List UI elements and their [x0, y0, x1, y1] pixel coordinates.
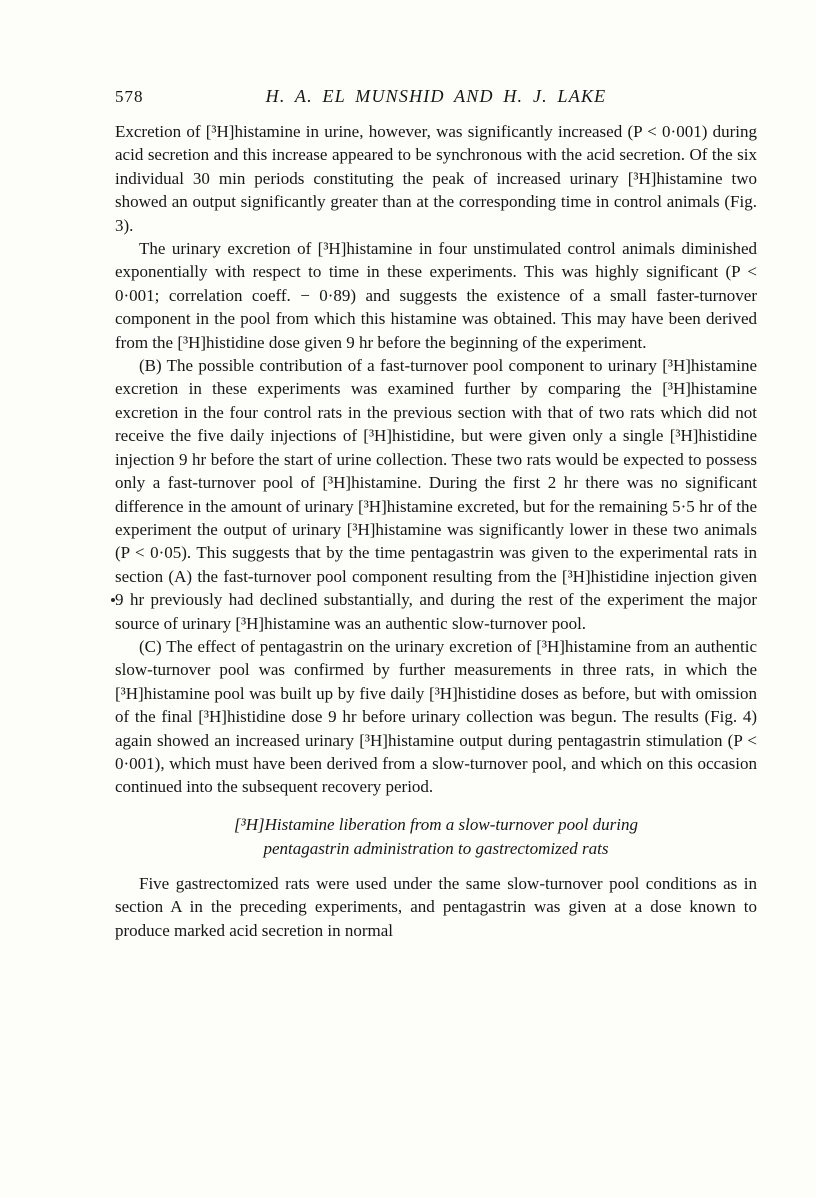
ink-speck — [111, 598, 115, 602]
paragraph-excretion: Excretion of [³H]histamine in urine, however, was significantly increased (P < 0·001) during acid secretion and this increase appeared to be synchronous with the acid secretion. Of the six individual 30 min periods constituting the peak of increased urinary [³H]histamine two showed an output significantly greater than at the corresponding time in control animals (Fig. 3). — [115, 122, 757, 235]
paragraph-urinary-excretion: The urinary excretion of [³H]histamine in four unstimulated control animals diminished exponentially with respect to time in these experiments. This was highly significant (P < 0·001; correlation coeff. − 0·89) and suggests the existence of a small faster-turnover component in the pool from which this histamine was obtained. This may have been derived from the [³H]histidine dose given 9 hr before the beginning of the experiment. — [115, 239, 757, 352]
paragraph-section-c: (C) The effect of pentagastrin on the urinary excretion of [³H]histamine from an authentic slow-turnover pool was confirmed by further measurements in three rats, in which the [³H]histamine pool was built up by five daily [³H]histidine doses as before, but with omission of the final [³H]histidine dose 9 hr before urinary collection was begun. The results (Fig. 4) again showed an increased urinary [³H]histamine output during pentagastrin stimulation (P < 0·001), which must have been derived from a slow-turnover pool, and which on this occasion continued into the subsequent recovery period. — [115, 636, 757, 797]
article-body — [115, 120, 757, 942]
page-number: 578 — [115, 87, 144, 106]
section-heading-line-2: pentagastrin administration to gastrectomized rats — [263, 839, 609, 859]
paragraph-gastrectomized: Five gastrectomized rats were used under the same slow-turnover pool conditions as in section A in the preceding experiments, and pentagastrin was given at a dose known to produce marked acid secretion in normal — [115, 873, 757, 940]
section-heading — [115, 813, 757, 862]
paragraph-section-b: (B) The possible contribution of a fast-turnover pool component to urinary [³H]histamine excretion in these experiments was examined further by comparing the [³H]histamine excretion in the four control rats in the previous section with that of two rats which did not receive the five daily injections of [³H]histidine, but were given only a single [³H]histidine injection 9 hr before the start of urine collection. These two rats would be expected to possess only a fast-turnover pool of [³H]histamine. During the first 2 hr there was no significant difference in the amount of urinary [³H]histamine excreted, but for the remaining 5·5 hr of the experiment the output of urinary [³H]histamine was significantly lower in these two animals (P < 0·05). This suggests that by the time pentagastrin was given to the experimental rats in section (A) the fast-turnover pool component resulting from the [³H]histidine injection given 9 hr previously had declined substantially, and during the rest of the experiment the major source of urinary [³H]histamine was an authentic slow-turnover pool. — [115, 356, 757, 633]
section-heading-line-1: [³H]Histamine liberation from a slow-turnover pool during — [234, 814, 638, 834]
running-title: H. A. EL MUNSHID AND H. J. LAKE — [265, 86, 607, 106]
page-header — [115, 86, 757, 112]
